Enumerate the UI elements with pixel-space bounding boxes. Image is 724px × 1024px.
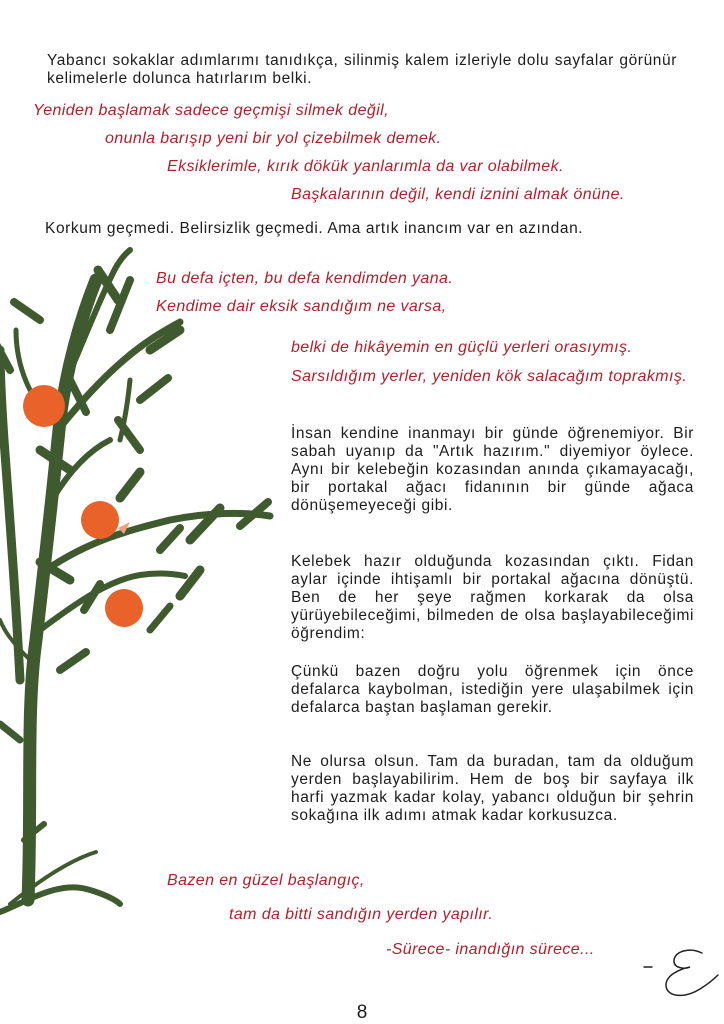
quote-line-5: Bu defa içten, bu defa kendimden yana. <box>156 270 454 287</box>
paragraph-6: Ne olursa olsun. Tam da buradan, tam da olduğum yerden başlayabilirim. Hem de boş bir sayfaya ilk harfi yazmak kadar kolay, yabancı olduğun bir şehrin sokağına ilk adımı atmak kadar korkusuzca. <box>291 753 694 824</box>
quote-line-8: Sarsıldığım yerler, yeniden kök salacağım toprakmış. <box>291 368 688 385</box>
paragraph-3: İnsan kendine inanmayı bir günde öğrenemiyor. Bir sabah uyanıp da "Artık hazırım." diyemiyor öylece. Aynı bir kelebeğin kozasından anında çıkamayacağı, bir portakal ağacı fidanının bir günde ağaca dönüşemeyeceği gibi. <box>291 425 694 514</box>
quote-line-6: Kendime dair eksik sandığım ne varsa, <box>156 298 447 315</box>
quote-line-2: onunla barışıp yeni bir yol çizebilmek demek. <box>105 130 442 147</box>
paragraph-2: Korkum geçmedi. Belirsizlik geçmedi. Ama artık inancım var en azından. <box>45 220 584 237</box>
orange-tree-illustration <box>0 240 300 920</box>
closing-line-2: tam da bitti sandığın yerden yapılır. <box>229 906 494 923</box>
quote-line-3: Eksiklerimle, kırık dökük yanlarımla da var olabilmek. <box>167 158 564 175</box>
paragraph-5: Çünkü bazen doğru yolu öğrenmek için önce defalarca kaybolman, istediğin yere ulaşabilmek için defalarca baştan başlaman gerekir. <box>291 663 694 716</box>
closing-line-1: Bazen en güzel başlangıç, <box>167 872 365 889</box>
handwritten-signature <box>640 945 720 1001</box>
page-number: 8 <box>356 1002 368 1023</box>
quote-line-7: belki de hikâyemin en güçlü yerleri orasıymış. <box>291 339 633 356</box>
quote-line-1: Yeniden başlamak sadece geçmişi silmek değil, <box>33 102 389 119</box>
quote-line-4: Başkalarının değil, kendi iznini almak önüne. <box>291 186 625 203</box>
paragraph-4: Kelebek hazır olduğunda kozasından çıktı. Fidan aylar içinde ihtişamlı bir portakal ağacına dönüştü. Ben de her şeye rağmen korkarak da olsa yürüyebileceğimi, bilmeden de olsa başlayabileceğimi öğrendim: <box>291 553 694 642</box>
closing-line-3: -Sürece- inandığın sürece... <box>386 941 595 958</box>
paragraph-1: Yabancı sokaklar adımlarımı tanıdıkça, silinmiş kalem izleriyle dolu sayfalar görünür kelimelerle dolunca hatırlarım belki. <box>47 52 677 87</box>
